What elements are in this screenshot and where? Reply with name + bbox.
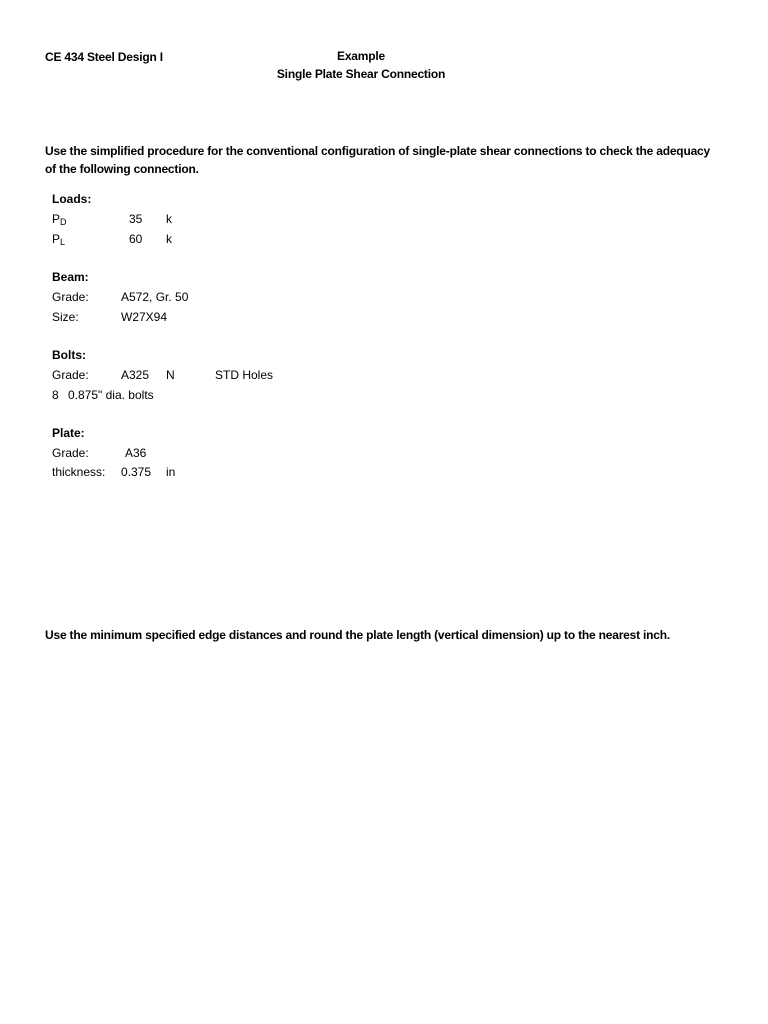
bolts-grade-value: A325: [121, 368, 150, 382]
intro-line-2: of the following connection.: [45, 162, 199, 176]
course-label: CE 434 Steel Design I: [45, 50, 163, 64]
beam-grade-value: A572, Gr. 50: [121, 290, 189, 304]
live-load-unit: k: [166, 232, 172, 246]
page-title: Example: [337, 49, 385, 63]
page-subtitle: Single Plate Shear Connection: [276, 67, 446, 81]
plate-thickness-value: 0.375: [121, 465, 152, 479]
bolts-hole-type: STD Holes: [215, 368, 274, 382]
plate-grade-label: Grade:: [52, 446, 89, 460]
bolts-description: 0.875" dia. bolts: [68, 388, 154, 402]
beam-heading: Beam:: [52, 270, 89, 284]
bolts-heading: Bolts:: [52, 348, 86, 362]
beam-size-label: Size:: [52, 310, 79, 324]
dead-load-symbol: $P_D$: [52, 212, 67, 227]
plate-heading: Plate:: [52, 426, 85, 440]
plate-thickness-label: thickness:: [52, 465, 106, 479]
edge-distance-note: Use the minimum specified edge distances and round the plate length (vertical dimension) up to the nearest inch.: [45, 628, 671, 642]
intro-line-1: Use the simplified procedure for the conventional configuration of single-plate shear connections to check the adequacy: [45, 144, 710, 158]
bolts-thread-condition: N: [166, 368, 175, 382]
loads-heading: Loads:: [52, 192, 92, 206]
beam-size-value: W27X94: [121, 310, 168, 324]
plate-grade-value: A36: [125, 446, 147, 460]
beam-grade-label: Grade:: [52, 290, 89, 304]
live-load-value: 60: [129, 232, 143, 246]
dead-load-value: 35: [129, 212, 143, 226]
bolts-grade-label: Grade:: [52, 368, 89, 382]
bolts-count: 8: [52, 388, 59, 402]
dead-load-unit: k: [166, 212, 172, 226]
plate-thickness-unit: in: [166, 465, 176, 479]
live-load-symbol: $P_L$: [52, 232, 66, 247]
